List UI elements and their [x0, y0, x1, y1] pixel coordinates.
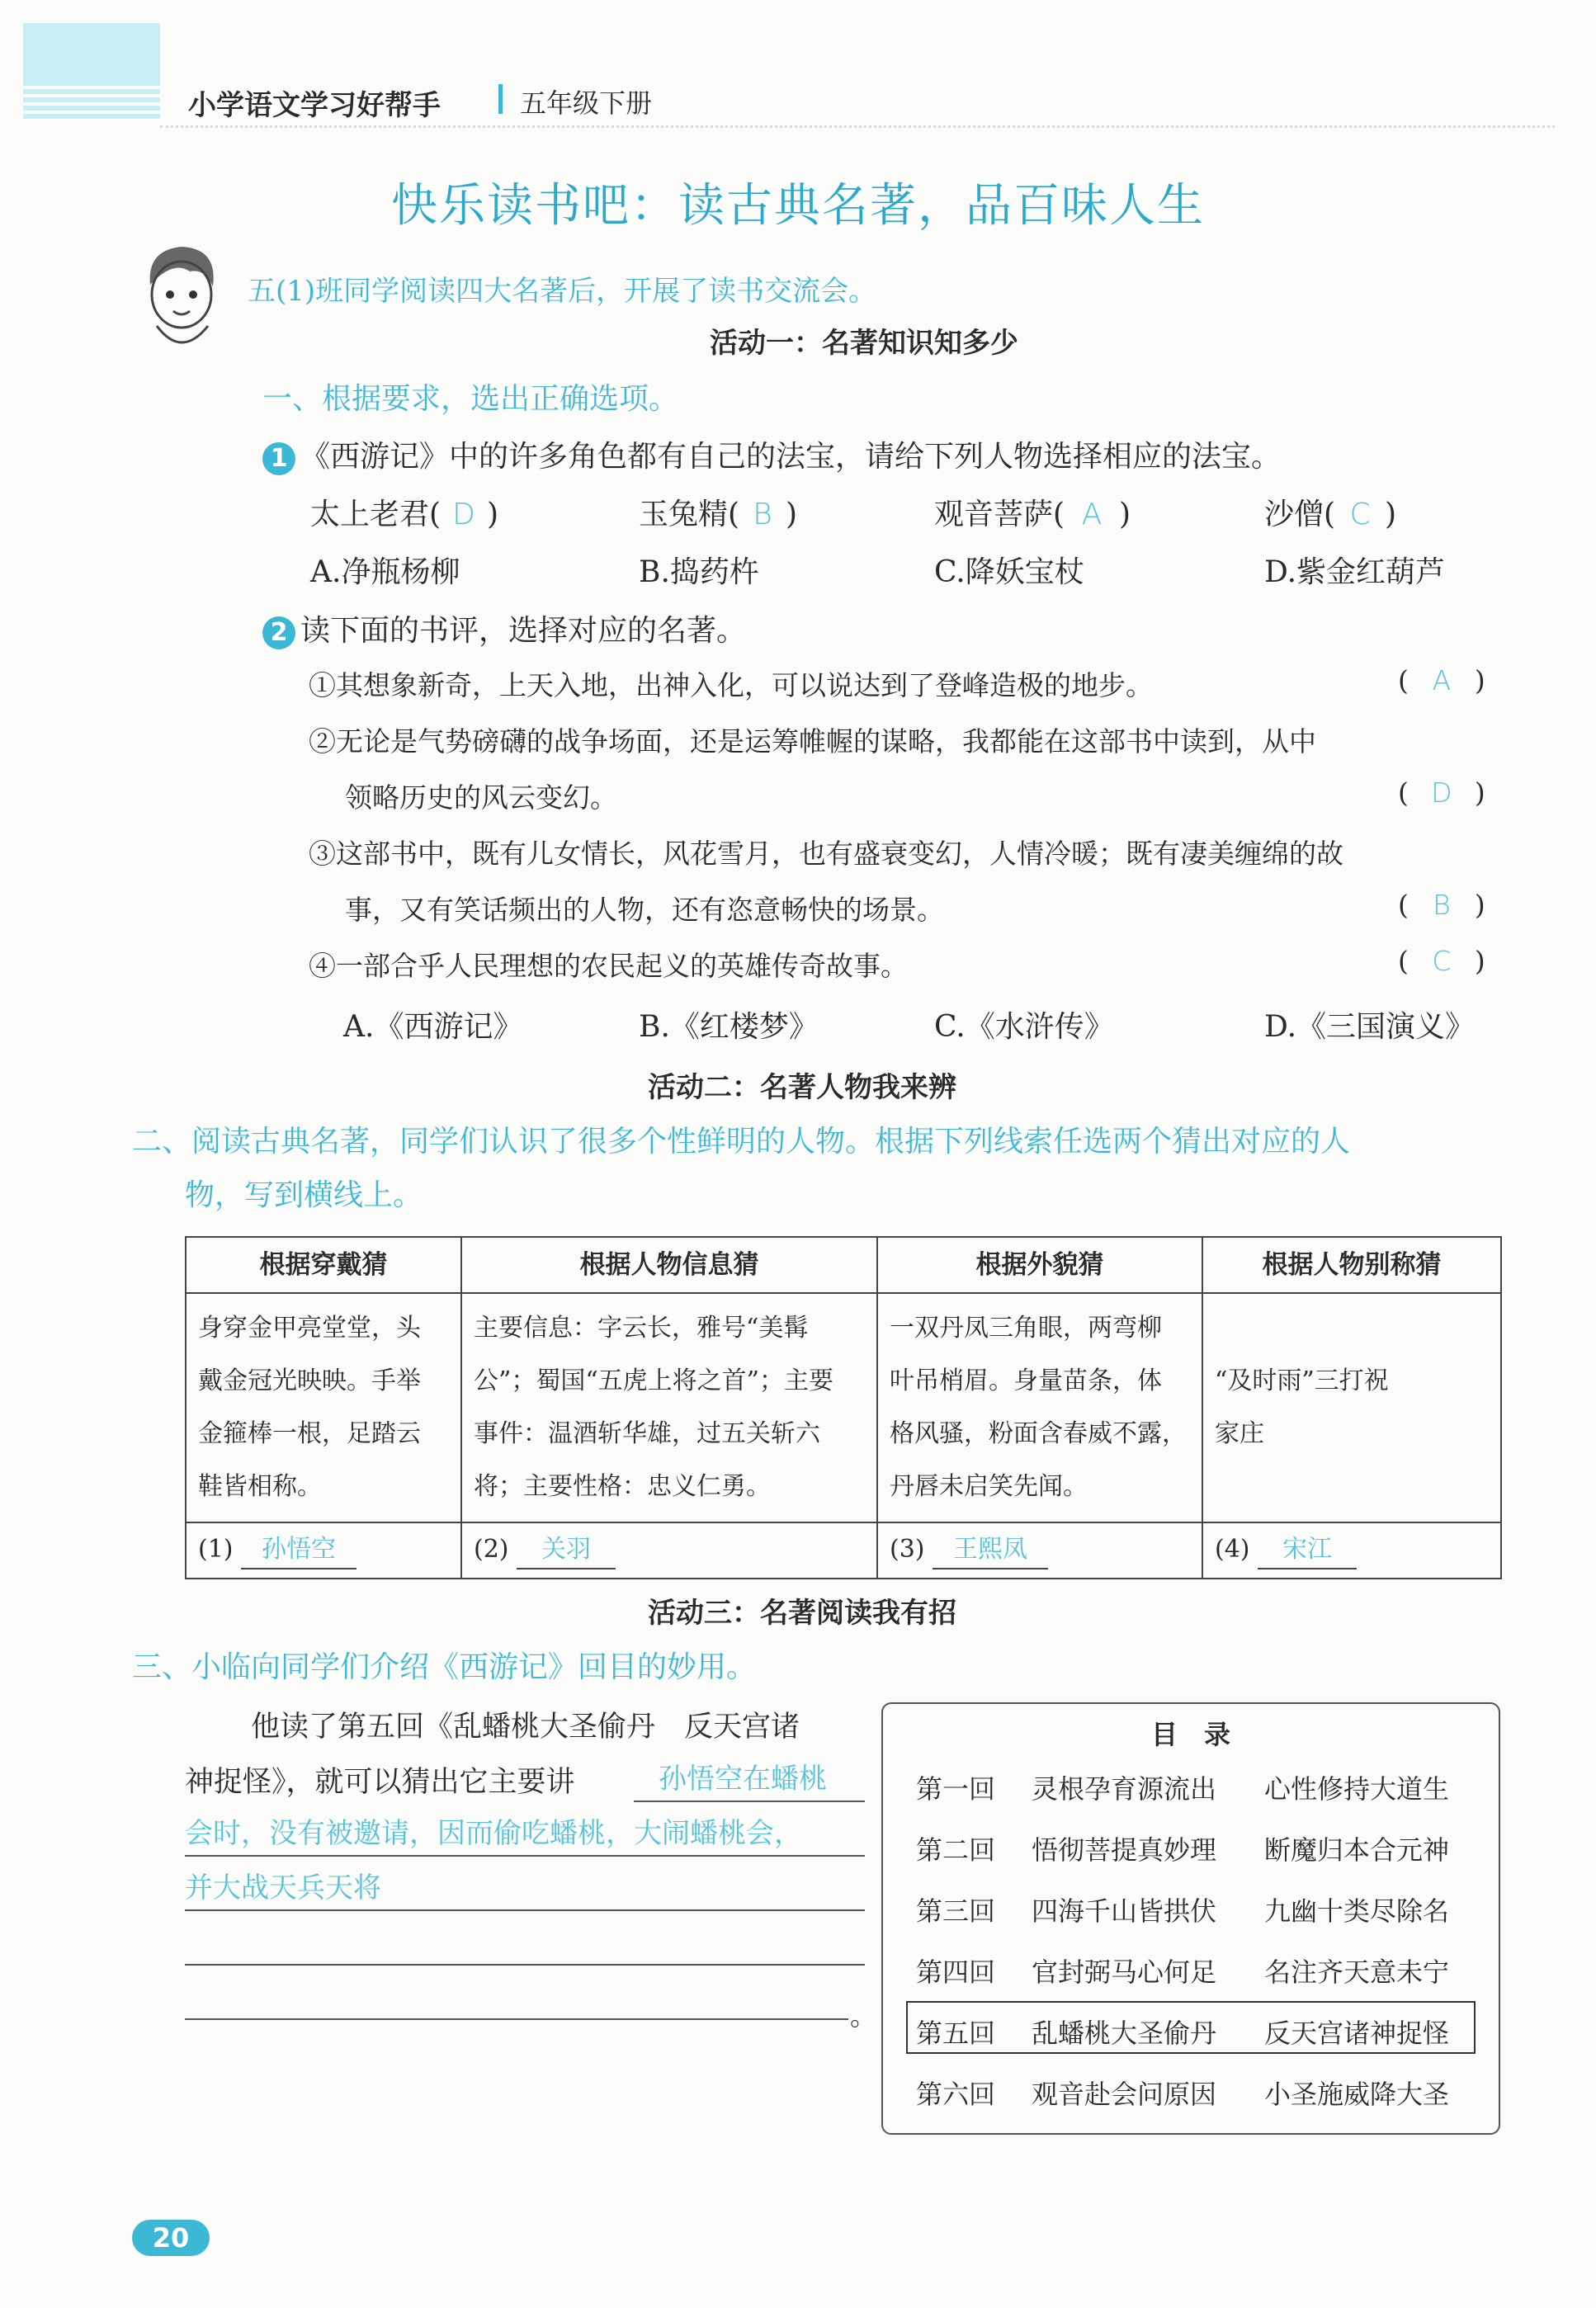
- answer-bracket: ( B ): [1398, 889, 1485, 921]
- section-2-line-1: 二、阅读古典名著，同学们认识了很多个性鲜明的人物。根据下列线索任选两个猜出对应的人: [132, 1125, 1351, 1159]
- answer-blank[interactable]: 王熙凤: [933, 1532, 1048, 1569]
- answer-text: 会时，没有被邀请，因而偷吃蟠桃，大闹蟠桃会，: [185, 1817, 802, 1850]
- clue-cell: “及时雨”三打祝 家庄: [1202, 1293, 1501, 1522]
- question-number-badge: 1: [262, 442, 295, 475]
- answer-bracket: ( D ): [1398, 776, 1485, 809]
- page-number: 20: [132, 2220, 210, 2256]
- activity-1-heading: 活动一：名著知识知多少: [710, 327, 1018, 360]
- answer-blank[interactable]: 孙悟空: [241, 1532, 357, 1569]
- contents-row: 第六回 观音赴会问原因 小圣施威降大圣: [916, 2079, 1450, 2110]
- review-line: ②无论是气势磅礴的战争场面，还是运筹帷幄的谋略，我都能在这部书中读到，从中: [309, 725, 1316, 758]
- option: A.《西游记》: [343, 1010, 523, 1044]
- contents-row: 第一回 灵根孕育源流出 心性修持大道生: [916, 1773, 1450, 1805]
- answer-cell: (4) 宋江: [1202, 1522, 1501, 1579]
- passage-line-2: 神捉怪》，就可以猜出它主要讲: [185, 1766, 575, 1799]
- option: D.《三国演义》: [1264, 1010, 1476, 1044]
- review-line: 领略历史的风云变幻。: [345, 781, 617, 814]
- write-line[interactable]: [185, 1855, 865, 1857]
- clue-cell: 身穿金甲亮堂堂，头 戴金冠光映映。手举 金箍棒一根，足踏云 鞋皆相称。: [186, 1293, 461, 1522]
- q1-item: 玉兔精( B ): [639, 498, 798, 531]
- option: B.捣药杵: [639, 555, 759, 589]
- header-block: [23, 23, 160, 83]
- option: A.净瓶杨柳: [310, 555, 460, 589]
- boy-reading-icon: [132, 235, 231, 359]
- answer-bracket: ( C ): [1398, 945, 1485, 977]
- header-divider: [498, 84, 503, 114]
- page-title: 快乐读书吧：读古典名著，品百味人生: [391, 179, 1205, 233]
- clue-cell: 一双丹凤三角眼，两弯柳 叶吊梢眉。身量苗条，体 格风骚，粉面含春威不露， 丹唇未启笑先闻。: [877, 1293, 1202, 1522]
- passage-line-1: 他读了第五回《乱蟠桃大圣偷丹 反天宫诸: [251, 1711, 800, 1744]
- clue-table: [185, 1236, 1502, 1579]
- answer-bracket: ( A ): [1398, 664, 1485, 696]
- question-2-text: 读下面的书评，选择对应的名著。: [300, 614, 747, 648]
- contents-row: 第四回 官封弼马心何足 名注齐天意未宁: [916, 1956, 1450, 1988]
- table-header: 根据人物信息猜: [461, 1237, 877, 1293]
- contents-row: 第二回 悟彻菩提真妙理 断魔归本合元神: [916, 1834, 1450, 1866]
- answer-cell: (1) 孙悟空: [186, 1522, 461, 1579]
- grade-label: 五年级下册: [520, 87, 653, 119]
- write-line[interactable]: [185, 1964, 865, 1966]
- table-header: 根据穿戴猜: [186, 1237, 461, 1293]
- contents-row-highlighted: 第五回 乱蟠桃大圣偷丹 反天宫诸神捉怪: [916, 2018, 1450, 2049]
- header-rule: [160, 125, 1555, 128]
- option: C.《水浒传》: [934, 1010, 1114, 1044]
- review-line: ④一部合乎人民理想的农民起义的英雄传奇故事。: [309, 950, 908, 982]
- answer-cell: (2) 关羽: [461, 1522, 877, 1579]
- q1-item: 观音菩萨( A ): [934, 498, 1131, 531]
- option: D.紫金红葫芦: [1264, 555, 1446, 589]
- answer-text: 孙悟空在蟠桃: [659, 1763, 827, 1796]
- q1-item: 太上老君( D ): [310, 498, 499, 531]
- activity-3-heading: 活动三：名著阅读我有招: [648, 1597, 956, 1630]
- option: C.降妖宝杖: [934, 555, 1084, 589]
- section-3-heading: 三、小临向同学们介绍《西游记》回目的妙用。: [132, 1650, 757, 1684]
- answer-blank[interactable]: 关羽: [517, 1532, 616, 1569]
- question-number-badge: 2: [262, 616, 295, 649]
- write-line: [634, 1801, 865, 1802]
- write-line[interactable]: [185, 1909, 865, 1911]
- intro-text: 五(1)班同学阅读四大名著后，开展了读书交流会。: [248, 275, 877, 308]
- section-2-line-2: 物，写到横线上。: [185, 1178, 423, 1212]
- q1-item: 沙僧( C ): [1264, 498, 1397, 531]
- answer-cell: (3) 王熙凤: [877, 1522, 1202, 1579]
- answer-text: 并大战天兵天将: [185, 1871, 381, 1904]
- contents-title: 目 录: [1150, 1719, 1230, 1750]
- review-line: 事，又有笑话频出的人物，还有恣意畅快的场景。: [345, 894, 944, 926]
- activity-2-heading: 活动二：名著人物我来辨: [648, 1071, 956, 1104]
- table-header: 根据外貌猜: [877, 1237, 1202, 1293]
- answer-blank[interactable]: 宋江: [1258, 1532, 1357, 1569]
- contents-row: 第三回 四海千山皆拱伏 九幽十类尽除名: [916, 1895, 1450, 1927]
- review-line: ①其想象新奇，上天入地，出神入化，可以说达到了登峰造极的地步。: [309, 669, 1153, 701]
- period-mark: 。: [850, 2000, 877, 2032]
- write-line[interactable]: [185, 2018, 848, 2020]
- option: B.《红楼梦》: [639, 1010, 819, 1044]
- question-1-text: 《西游记》中的许多角色都有自己的法宝，请给下列人物选择相应的法宝。: [300, 440, 1282, 474]
- clue-cell: 主要信息：字云长，雅号“美髯 公”；蜀国“五虎上将之首”；主要 事件：温酒斩华雄，过五关斩六 将；主要性格：忠义仁勇。: [461, 1293, 877, 1522]
- review-line: ③这部书中，既有儿女情长，风花雪月，也有盛衰变幻，人情冷暖；既有凄美缠绵的故: [309, 838, 1343, 870]
- question-1: [262, 433, 1281, 475]
- contents-box: [881, 1702, 1500, 2135]
- table-header: 根据人物别称猜: [1202, 1237, 1501, 1293]
- book-title: 小学语文学习好帮手: [188, 89, 441, 122]
- question-2: [262, 607, 746, 649]
- section-1-heading: 一、根据要求，选出正确选项。: [262, 382, 679, 416]
